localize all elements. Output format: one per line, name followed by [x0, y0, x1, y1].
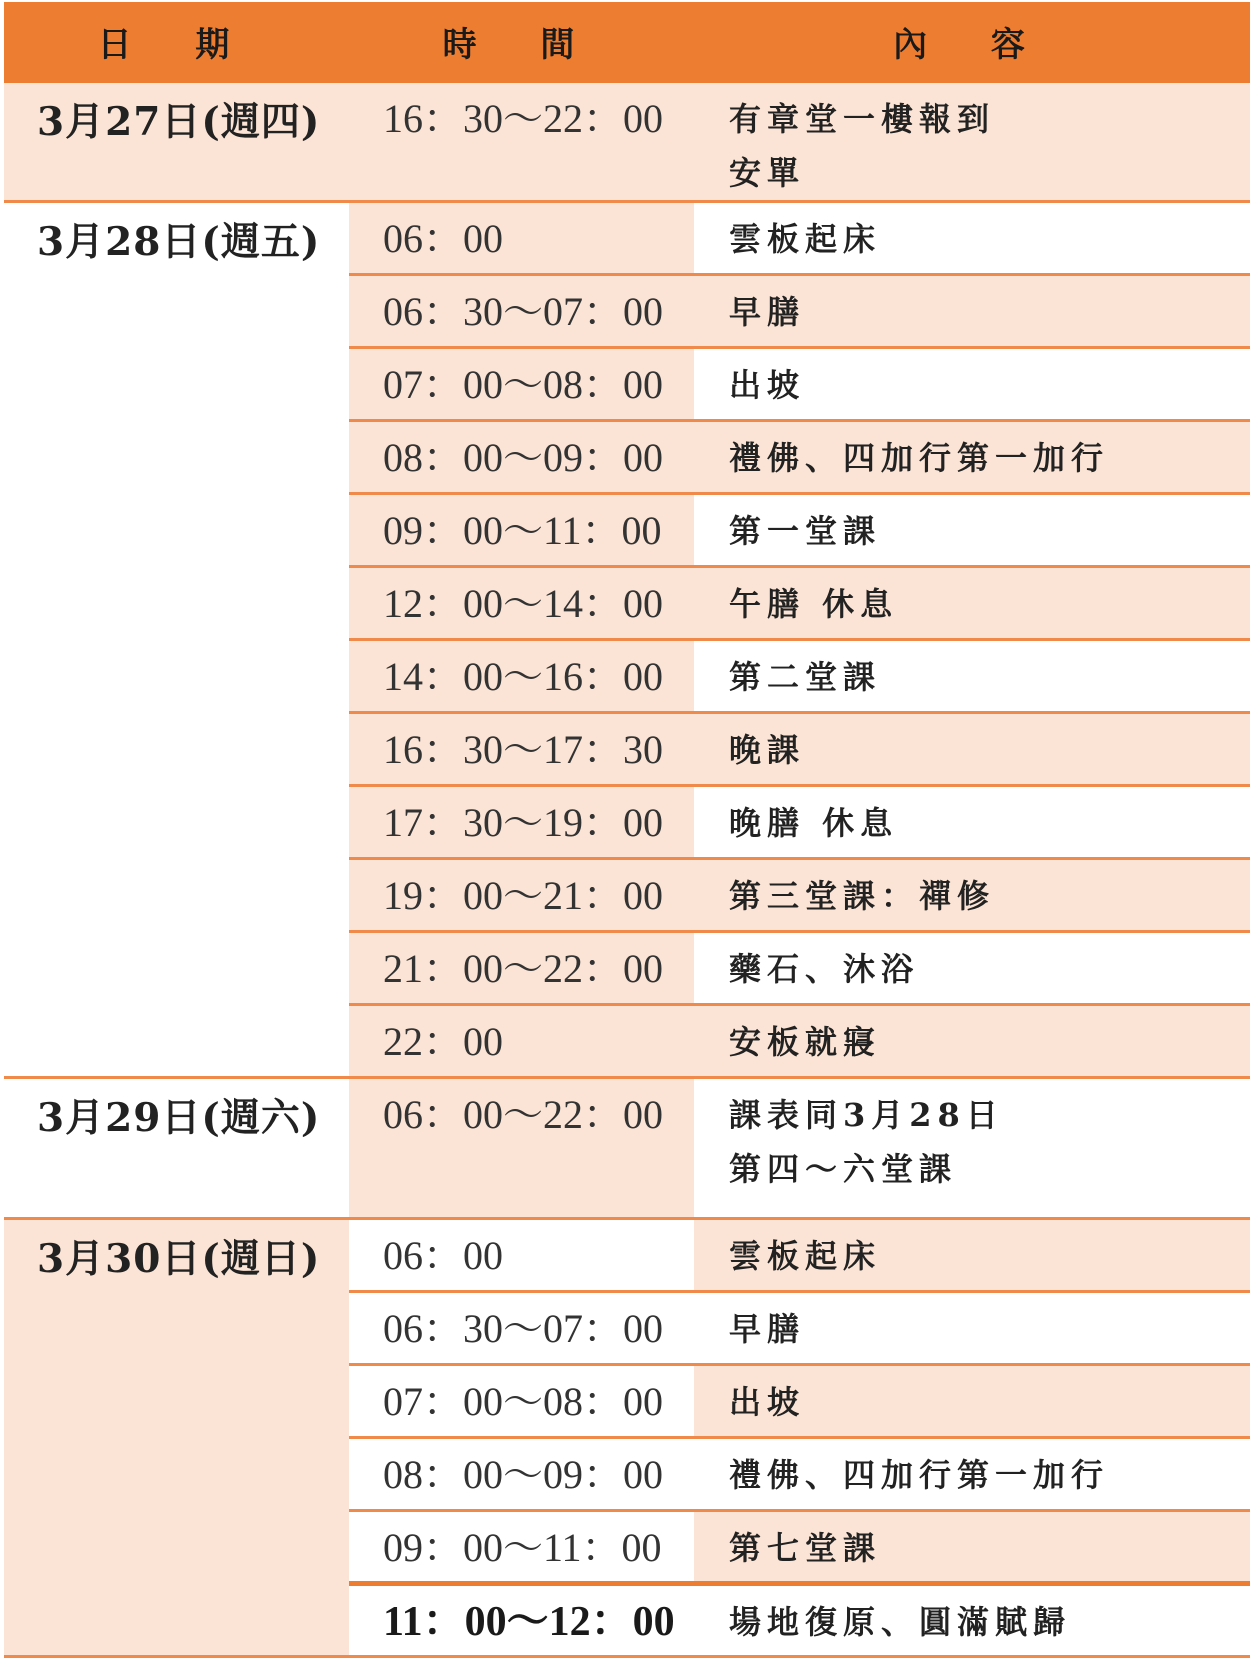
time-cell: 06：30～07：00 [349, 275, 694, 348]
time-cell: 08：00～09：00 [349, 1438, 694, 1511]
content-line: 禮佛、四加行第一加行 [729, 439, 1110, 477]
time-cell: 16：30～17：30 [349, 713, 694, 786]
time-cell: 12：00～14：00 [349, 567, 694, 640]
date-cell: 3月29日(週六) [4, 1078, 349, 1219]
content-cell [694, 640, 1250, 713]
schedule-row [4, 1219, 1250, 1292]
content-line: 藥石、沐浴 [729, 950, 920, 988]
content-cell [694, 1584, 1250, 1657]
time-cell: 19：00～21：00 [349, 859, 694, 932]
content-cell [694, 421, 1250, 494]
content-line: 課表同3月28日 [729, 1096, 1004, 1134]
content-line: 晚課 [729, 731, 806, 769]
time-cell: 07：00～08：00 [349, 348, 694, 421]
schedule-table [4, 2, 1250, 1658]
schedule-row [4, 82, 1250, 202]
content-line: 安單 [729, 154, 806, 192]
content-cell [694, 1292, 1250, 1365]
content-line: 第三堂課：禪修 [729, 877, 996, 915]
header-date: 日 期 [4, 2, 349, 82]
content-line: 早膳 [729, 293, 806, 331]
time-cell: 14：00～16：00 [349, 640, 694, 713]
content-cell [694, 202, 1250, 275]
content-cell [694, 567, 1250, 640]
content-line: 有章堂一樓報到 [729, 100, 996, 138]
content-cell [694, 275, 1250, 348]
content-cell [694, 1511, 1250, 1584]
time-cell: 08：00～09：00 [349, 421, 694, 494]
schedule-row [4, 202, 1250, 275]
content-cell [694, 859, 1250, 932]
content-cell [694, 348, 1250, 421]
time-cell: 06：00 [349, 1219, 694, 1292]
time-cell: 06：00 [349, 202, 694, 275]
content-cell [694, 1365, 1250, 1438]
content-line: 場地復原、圓滿賦歸 [729, 1603, 1072, 1641]
content-line: 安板就寢 [729, 1023, 882, 1061]
content-line: 出坡 [729, 1383, 806, 1421]
schedule-row [4, 1078, 1250, 1219]
time-cell: 22：00 [349, 1005, 694, 1078]
date-cell: 3月30日(週日) [4, 1219, 349, 1657]
content-line: 早膳 [729, 1310, 806, 1348]
content-cell [694, 1438, 1250, 1511]
time-cell: 17：30～19：00 [349, 786, 694, 859]
schedule-body [4, 82, 1250, 1657]
header-content: 內 容 [694, 2, 1250, 82]
content-line: 雲板起床 [729, 220, 882, 258]
content-cell [694, 494, 1250, 567]
content-cell [694, 932, 1250, 1005]
time-cell: 09：00～11：00 [349, 1511, 694, 1584]
time-cell: 07：00～08：00 [349, 1365, 694, 1438]
time-cell: 21：00～22：00 [349, 932, 694, 1005]
content-line: 出坡 [729, 366, 806, 404]
content-line: 禮佛、四加行第一加行 [729, 1456, 1110, 1494]
header-row [4, 2, 1250, 82]
content-cell [694, 1005, 1250, 1078]
content-line: 第四～六堂課 [729, 1150, 958, 1188]
content-line: 午膳 休息 [729, 585, 899, 623]
content-cell [694, 1219, 1250, 1292]
time-cell: 09：00～11：00 [349, 494, 694, 567]
time-cell: 06：00～22：00 [349, 1078, 694, 1219]
date-cell: 3月27日(週四) [4, 82, 349, 202]
content-cell [694, 713, 1250, 786]
content-line: 雲板起床 [729, 1237, 882, 1275]
header-time: 時 間 [349, 2, 694, 82]
content-cell [694, 82, 1250, 202]
content-line: 第二堂課 [729, 658, 882, 696]
date-cell: 3月28日(週五) [4, 202, 349, 1078]
time-cell: 16：30～22：00 [349, 82, 694, 202]
content-line: 第七堂課 [729, 1529, 882, 1567]
content-line: 第一堂課 [729, 512, 882, 550]
content-cell [694, 1078, 1250, 1219]
time-cell: 11：00～12：00 [349, 1584, 694, 1657]
time-cell: 06：30～07：00 [349, 1292, 694, 1365]
content-line: 晚膳 休息 [729, 804, 899, 842]
content-cell [694, 786, 1250, 859]
